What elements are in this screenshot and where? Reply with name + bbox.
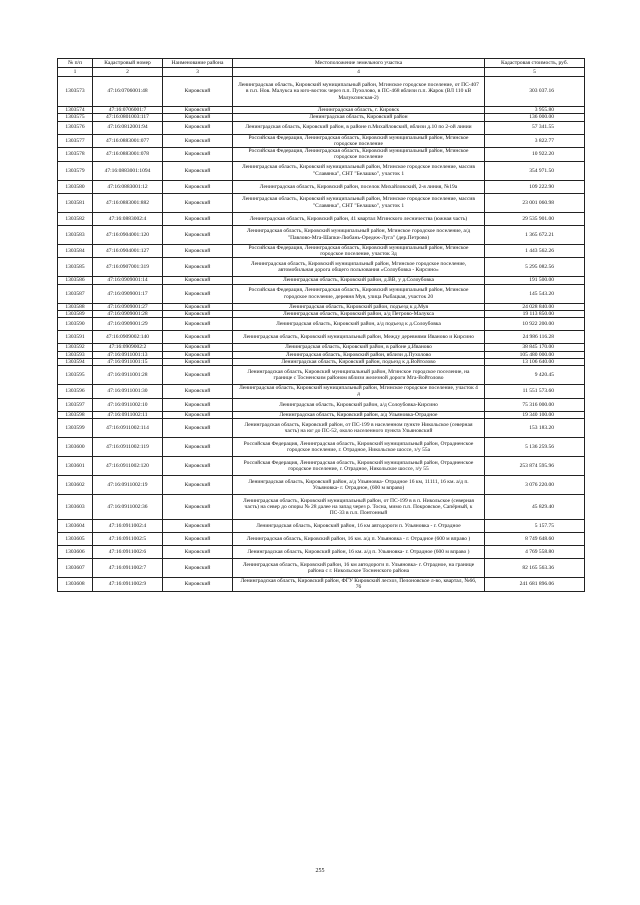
table-row: [58, 520, 585, 533]
table-row: [58, 180, 585, 193]
column-number: 4: [233, 68, 485, 77]
location-cell: Ленинградская область, Кировский муниципальный район, Мгинское городское поселение, от ПС-407 в п.п. Нов. Малукса на юго-восток через п.п. Пухолово, в ПС-468 вблизи п.п. Жарок (ВЛ 110 кВ Малуксинская-2): [233, 77, 485, 107]
cadastral-value-cell: 5 157.75: [485, 520, 585, 533]
cadastral-number-cell: 47:16:0909001:28: [93, 310, 163, 317]
district-cell: Кировский: [163, 284, 233, 303]
table-row: [58, 318, 585, 331]
cadastral-number-cell: 47:16:0909001:17: [93, 284, 163, 303]
cadastral-number-cell: 47:16:0911002:10: [93, 398, 163, 411]
header-cadastral-number: Кадастровый номер: [93, 59, 163, 68]
cadastral-value-cell: 10 922 200.00: [485, 318, 585, 331]
cadastral-number-cell: 47:16:0801003:117: [93, 114, 163, 121]
cadastral-value-cell: 153 183.20: [485, 419, 585, 438]
header-location: Местоположение земельного участка: [233, 59, 485, 68]
location-cell: Ленинградская область, Кировский район, ФГУ Кировский лесхоз, Пелоновское л-во, квартал, №66, 76: [233, 578, 485, 592]
table-row: [58, 114, 585, 121]
location-cell: Ленинградская область, Кировский район, 16 км. а/д п. Ульяновка- г. Отрадное (600 м вправо ): [233, 546, 485, 559]
row-number-cell: 1303579: [58, 161, 93, 180]
location-cell: Ленинградская область, Кировский район, а/д подъезд к д.Солоубовка: [233, 318, 485, 331]
cadastral-value-cell: 9 420.45: [485, 366, 585, 385]
row-number-cell: 1303578: [58, 148, 93, 162]
district-cell: Кировский: [163, 559, 233, 578]
cadastral-number-cell: 47:16:0911002:36: [93, 495, 163, 520]
location-cell: Ленинградская область, Кировский муниципальный район, Мгинское городское поселение, массив "Славянка", СНТ "Белашко", участок 1: [233, 193, 485, 212]
table-row: [58, 225, 585, 244]
table-row: [58, 244, 585, 258]
row-number-cell: 1303604: [58, 520, 93, 533]
cadastral-value-cell: 57 341.55: [485, 121, 585, 134]
cadastral-value-cell: 19 340 100.00: [485, 411, 585, 418]
location-cell: Российская Федерация, Ленинградская область, Кировский муниципальный район, Отрадненское городское поселение, г. Отрадное, Никольское шоссе, з/у 55а: [233, 438, 485, 457]
district-cell: Кировский: [163, 121, 233, 134]
row-number-cell: 1303596: [58, 385, 93, 399]
cadastral-number-cell: 47:16:0911002:120: [93, 457, 163, 476]
row-number-cell: 1303577: [58, 134, 93, 148]
cadastral-number-cell: 47:16:0911002:6: [93, 546, 163, 559]
table-row: [58, 559, 585, 578]
cadastral-number-cell: 47:16:0911001:15: [93, 358, 163, 365]
district-cell: Кировский: [163, 107, 233, 114]
table-row: [58, 358, 585, 365]
cadastral-number-cell: 47:16:0883001:882: [93, 193, 163, 212]
header-row: [58, 59, 585, 68]
location-cell: Ленинградская область, Кировский район, поселок Михайловский, 2-я линия, №19а: [233, 180, 485, 193]
cadastral-number-cell: 47:16:0911002:7: [93, 559, 163, 578]
header-number: № п/п: [58, 59, 93, 68]
cadastral-number-cell: 47:16:0909001:29: [93, 318, 163, 331]
district-cell: Кировский: [163, 331, 233, 344]
district-cell: Кировский: [163, 225, 233, 244]
row-number-cell: 1303602: [58, 476, 93, 495]
location-cell: Российская Федерация, Ленинградская область, Кировский муниципальный район, Мгинское городское поселение: [233, 148, 485, 162]
district-cell: Кировский: [163, 303, 233, 310]
cadastral-value-cell: 75 316 000.00: [485, 398, 585, 411]
cadastral-value-cell: 3 955.80: [485, 107, 585, 114]
location-cell: Ленинградская область, Кировский район, 16 км автодороги п. Ульяновка - г. Отрадное: [233, 520, 485, 533]
table-row: [58, 411, 585, 418]
row-number-cell: 1303601: [58, 457, 93, 476]
cadastral-number-cell: 47:16:0883001:1094: [93, 161, 163, 180]
row-number-cell: 1303582: [58, 212, 93, 225]
row-number-cell: 1303574: [58, 107, 93, 114]
location-cell: Ленинградская область, г. Кировск: [233, 107, 485, 114]
cadastral-value-cell: 1 443 562.26: [485, 244, 585, 258]
location-cell: Ленинградская область, Кировский район: [233, 114, 485, 121]
location-cell: Российская Федерация, Ленинградская область, Кировский муниципальный район, Мгинское городское поселение: [233, 134, 485, 148]
district-cell: Кировский: [163, 411, 233, 418]
district-cell: Кировский: [163, 533, 233, 546]
district-cell: Кировский: [163, 148, 233, 162]
cadastral-value-table: [57, 58, 585, 592]
cadastral-number-cell: 47:16:0883001:077: [93, 134, 163, 148]
cadastral-value-cell: 19 113 850.00: [485, 310, 585, 317]
cadastral-value-cell: 303 037.16: [485, 77, 585, 107]
cadastral-number-cell: 47:16:0911002:11: [93, 411, 163, 418]
cadastral-value-cell: 82 165 563.36: [485, 559, 585, 578]
row-number-cell: 1303598: [58, 411, 93, 418]
location-cell: Ленинградская область, Кировский муниципальный район, Мгинское городское поселение, автомобильная дорога общего пользования «Солоубовка - Кирсино»: [233, 258, 485, 277]
table-header: [58, 59, 585, 77]
district-cell: Кировский: [163, 476, 233, 495]
cadastral-value-cell: 4 769 558.80: [485, 546, 585, 559]
location-cell: Ленинградская область, Кировский район, 16 км. а/д п. Ульяновка - г. Отрадное (600 м вправо ): [233, 533, 485, 546]
cadastral-number-cell: 47:16:0883001:12: [93, 180, 163, 193]
page-number: 255: [315, 868, 325, 874]
location-cell: Ленинградская область, Кировский район, вблизи д.Пухолово: [233, 351, 485, 358]
location-cell: Ленинградская область, Кировский район, 16 км автодороги п. Ульяновка- г. Отрадное, на границе района с г. Никольское Тосненского района: [233, 559, 485, 578]
table-row: [58, 310, 585, 317]
table-row: [58, 351, 585, 358]
table-row: [58, 161, 585, 180]
row-number-cell: 1303584: [58, 244, 93, 258]
district-cell: Кировский: [163, 77, 233, 107]
cadastral-value-cell: 13 106 640.00: [485, 358, 585, 365]
district-cell: Кировский: [163, 520, 233, 533]
table-row: [58, 277, 585, 284]
district-cell: Кировский: [163, 385, 233, 399]
cadastral-number-cell: 47:16:0909001:27: [93, 303, 163, 310]
location-cell: Ленинградская область, Кировский район, в районе д.Иваново: [233, 344, 485, 351]
row-number-cell: 1303592: [58, 344, 93, 351]
row-number-cell: 1303581: [58, 193, 93, 212]
row-number-cell: 1303575: [58, 114, 93, 121]
table-row: [58, 476, 585, 495]
cadastral-value-cell: 10 922.20: [485, 148, 585, 162]
cadastral-value-cell: 354 971.50: [485, 161, 585, 180]
cadastral-value-cell: 1 365 672.21: [485, 225, 585, 244]
district-cell: Кировский: [163, 366, 233, 385]
cadastral-number-cell: 47:16:0706001:48: [93, 77, 163, 107]
location-cell: Ленинградская область, Кировский район, а/д Ульяновка-Отрадное: [233, 411, 485, 418]
table-row: [58, 398, 585, 411]
cadastral-value-cell: 136 000.00: [485, 114, 585, 121]
column-number-row: [58, 68, 585, 77]
row-number-cell: 1303586: [58, 277, 93, 284]
row-number-cell: 1303593: [58, 351, 93, 358]
cadastral-value-cell: 3 076 220.00: [485, 476, 585, 495]
cadastral-number-cell: 47:16:0812001:94: [93, 121, 163, 134]
location-cell: Ленинградская область, Кировский район, подъезд к д.Войтолово: [233, 358, 485, 365]
district-cell: Кировский: [163, 438, 233, 457]
table-body: [58, 77, 585, 592]
cadastral-number-cell: 47:16:0911002:119: [93, 438, 163, 457]
district-cell: Кировский: [163, 310, 233, 317]
district-cell: Кировский: [163, 114, 233, 121]
cadastral-value-cell: 109 222.90: [485, 180, 585, 193]
cadastral-number-cell: 47:16:0911002:9: [93, 578, 163, 592]
location-cell: Ленинградская область, Кировский район, д.ВВ, у д.Солоубовка: [233, 277, 485, 284]
table-row: [58, 366, 585, 385]
table-row: [58, 344, 585, 351]
location-cell: Российская Федерация, Ленинградская область, Кировский муниципальный район, Мгинское городское поселение, участок 3д: [233, 244, 485, 258]
row-number-cell: 1303583: [58, 225, 93, 244]
district-cell: Кировский: [163, 546, 233, 559]
table-row: [58, 419, 585, 438]
location-cell: Ленинградская область, Кировский муниципальный район, Мгинское городское поселение, массив "Славянка", СНТ "Белашко", участок 1: [233, 161, 485, 180]
table-row: [58, 533, 585, 546]
cadastral-number-cell: 47:16:0911001:30: [93, 385, 163, 399]
cadastral-number-cell: 47:16:0909002:140: [93, 331, 163, 344]
row-number-cell: 1303603: [58, 495, 93, 520]
row-number-cell: 1303588: [58, 303, 93, 310]
cadastral-value-cell: 24 028 840.00: [485, 303, 585, 310]
cadastral-number-cell: 47:16:0904001:120: [93, 225, 163, 244]
cadastral-number-cell: 47:16:0911002:114: [93, 419, 163, 438]
cadastral-number-cell: 47:16:0904001:127: [93, 244, 163, 258]
cadastral-value-cell: 8 749 648.60: [485, 533, 585, 546]
table-row: [58, 578, 585, 592]
table-row: [58, 134, 585, 148]
location-cell: Ленинградская область, Кировский муниципальный район, Мгинское городское поселение, на границе с Тосненским районом вблизи железной дороги Мга-Войтолово: [233, 366, 485, 385]
column-number: 3: [163, 68, 233, 77]
table-row: [58, 212, 585, 225]
cadastral-number-cell: 47:16:0911001:28: [93, 366, 163, 385]
cadastral-value-cell: 145 543.20: [485, 284, 585, 303]
location-cell: Российская Федерация, Ленинградская область, Кировский муниципальный район, Отрадненское городское поселение, г. Отрадное, Никольское шоссе, з/у 55: [233, 457, 485, 476]
location-cell: Ленинградская область, Кировский муниципальный район, от ПС-199 в в п. Никольское (северная часть) на север до опоры № 28 далее на запад через р. Тосна, мимо п.п. Покровское, Сапёрный, к ПС-33 в п.п. Понтонный: [233, 495, 485, 520]
location-cell: Ленинградская область, Кировский район, от ПС-199 в населенном пункте Никольское (северная часть) на юг до ПС-52, около населенного пункта Ульяновский: [233, 419, 485, 438]
district-cell: Кировский: [163, 495, 233, 520]
table-row: [58, 77, 585, 107]
row-number-cell: 1303606: [58, 546, 93, 559]
cadastral-value-cell: 3 822.77: [485, 134, 585, 148]
row-number-cell: 1303595: [58, 366, 93, 385]
district-cell: Кировский: [163, 318, 233, 331]
row-number-cell: 1303599: [58, 419, 93, 438]
header-district: Наименование района: [163, 59, 233, 68]
table-row: [58, 438, 585, 457]
cadastral-value-cell: 29 535 901.00: [485, 212, 585, 225]
cadastral-value-cell: 11 551 573.60: [485, 385, 585, 399]
cadastral-value-cell: 5 136 259.56: [485, 438, 585, 457]
table-row: [58, 457, 585, 476]
location-cell: Ленинградская область, Кировский муниципальный район, Мгинское городское поселение, участок 4 д: [233, 385, 485, 399]
column-number: 5: [485, 68, 585, 77]
cadastral-number-cell: 47:16:0911002:4: [93, 520, 163, 533]
row-number-cell: 1303576: [58, 121, 93, 134]
cadastral-number-cell: 47:16:0911001:13: [93, 351, 163, 358]
row-number-cell: 1303587: [58, 284, 93, 303]
district-cell: Кировский: [163, 277, 233, 284]
cadastral-value-cell: 5 295 082.56: [485, 258, 585, 277]
location-cell: Ленинградская область, Кировский район, а/д Солоубовка-Кирсино: [233, 398, 485, 411]
cadastral-number-cell: 47:16:0909001:14: [93, 277, 163, 284]
district-cell: Кировский: [163, 244, 233, 258]
district-cell: Кировский: [163, 344, 233, 351]
cadastral-number-cell: 47:16:0911002:19: [93, 476, 163, 495]
cadastral-value-cell: 24 986 116.28: [485, 331, 585, 344]
cadastral-value-cell: 105 480 000.00: [485, 351, 585, 358]
location-cell: Ленинградская область, Кировский муниципальный район, Между деревнями Иваново и Кирсино: [233, 331, 485, 344]
cadastral-number-cell: 47:16:0883002:4: [93, 212, 163, 225]
row-number-cell: 1303605: [58, 533, 93, 546]
row-number-cell: 1303589: [58, 310, 93, 317]
row-number-cell: 1303590: [58, 318, 93, 331]
cadastral-value-cell: 253 874 595.96: [485, 457, 585, 476]
row-number-cell: 1303573: [58, 77, 93, 107]
district-cell: Кировский: [163, 180, 233, 193]
district-cell: Кировский: [163, 193, 233, 212]
table-row: [58, 284, 585, 303]
row-number-cell: 1303580: [58, 180, 93, 193]
column-number: 1: [58, 68, 93, 77]
district-cell: Кировский: [163, 457, 233, 476]
location-cell: Российская Федерация, Ленинградская область, Кировский муниципальный район, Мгинское городское поселение, деревня Муя, улица Рыбацкая, участок 20: [233, 284, 485, 303]
district-cell: Кировский: [163, 258, 233, 277]
row-number-cell: 1303591: [58, 331, 93, 344]
row-number-cell: 1303608: [58, 578, 93, 592]
cadastral-number-cell: 47:16:0706001:7: [93, 107, 163, 114]
row-number-cell: 1303594: [58, 358, 93, 365]
location-cell: Ленинградская область, Кировский район, а/д Ульяновка- Отрадное 16 км, 11111, 16 км. а/д п. Ульяновка- г. Отрадное, (600 м вправо): [233, 476, 485, 495]
table-row: [58, 107, 585, 114]
table-row: [58, 303, 585, 310]
table-row: [58, 148, 585, 162]
cadastral-number-cell: 47:16:0909002:2: [93, 344, 163, 351]
table-row: [58, 258, 585, 277]
table-row: [58, 495, 585, 520]
cadastral-number-cell: 47:16:0911002:5: [93, 533, 163, 546]
row-number-cell: 1303600: [58, 438, 93, 457]
table-row: [58, 121, 585, 134]
cadastral-value-cell: 45 829.40: [485, 495, 585, 520]
row-number-cell: 1303607: [58, 559, 93, 578]
row-number-cell: 1303597: [58, 398, 93, 411]
cadastral-value-cell: 241 681 896.06: [485, 578, 585, 592]
district-cell: Кировский: [163, 358, 233, 365]
cadastral-value-cell: 23 001 060.98: [485, 193, 585, 212]
location-cell: Ленинградская область, Кировский район, а/д Петрово-Малукса: [233, 310, 485, 317]
cadastral-number-cell: 47:16:0907001:319: [93, 258, 163, 277]
table-row: [58, 193, 585, 212]
location-cell: Ленинградская область, Кировский район, подъезд к д.Муя: [233, 303, 485, 310]
district-cell: Кировский: [163, 398, 233, 411]
location-cell: Ленинградская область, Кировский муниципальный район, Мгинское городское поселение, а/д "Павлово-Мга-Шапки-Любань-Оредеж-Луга" (дер.Петрово): [233, 225, 485, 244]
cadastral-value-cell: 38 845 170.00: [485, 344, 585, 351]
header-cadastral-value: Кадастровая стоимость, руб.: [485, 59, 585, 68]
table-row: [58, 385, 585, 399]
district-cell: Кировский: [163, 134, 233, 148]
table-row: [58, 331, 585, 344]
district-cell: Кировский: [163, 161, 233, 180]
location-cell: Ленинградская область, Кировский район, в районе п.Михайловский, вблизи д.10 по 2-ой линии: [233, 121, 485, 134]
cadastral-number-cell: 47:16:0883001:078: [93, 148, 163, 162]
district-cell: Кировский: [163, 419, 233, 438]
table-row: [58, 546, 585, 559]
row-number-cell: 1303585: [58, 258, 93, 277]
column-number: 2: [93, 68, 163, 77]
district-cell: Кировский: [163, 578, 233, 592]
district-cell: Кировский: [163, 351, 233, 358]
cadastral-value-cell: 191 500.00: [485, 277, 585, 284]
location-cell: Ленинградская область, Кировский район, 41 квартал Мгинского лесничества (южная часть): [233, 212, 485, 225]
district-cell: Кировский: [163, 212, 233, 225]
